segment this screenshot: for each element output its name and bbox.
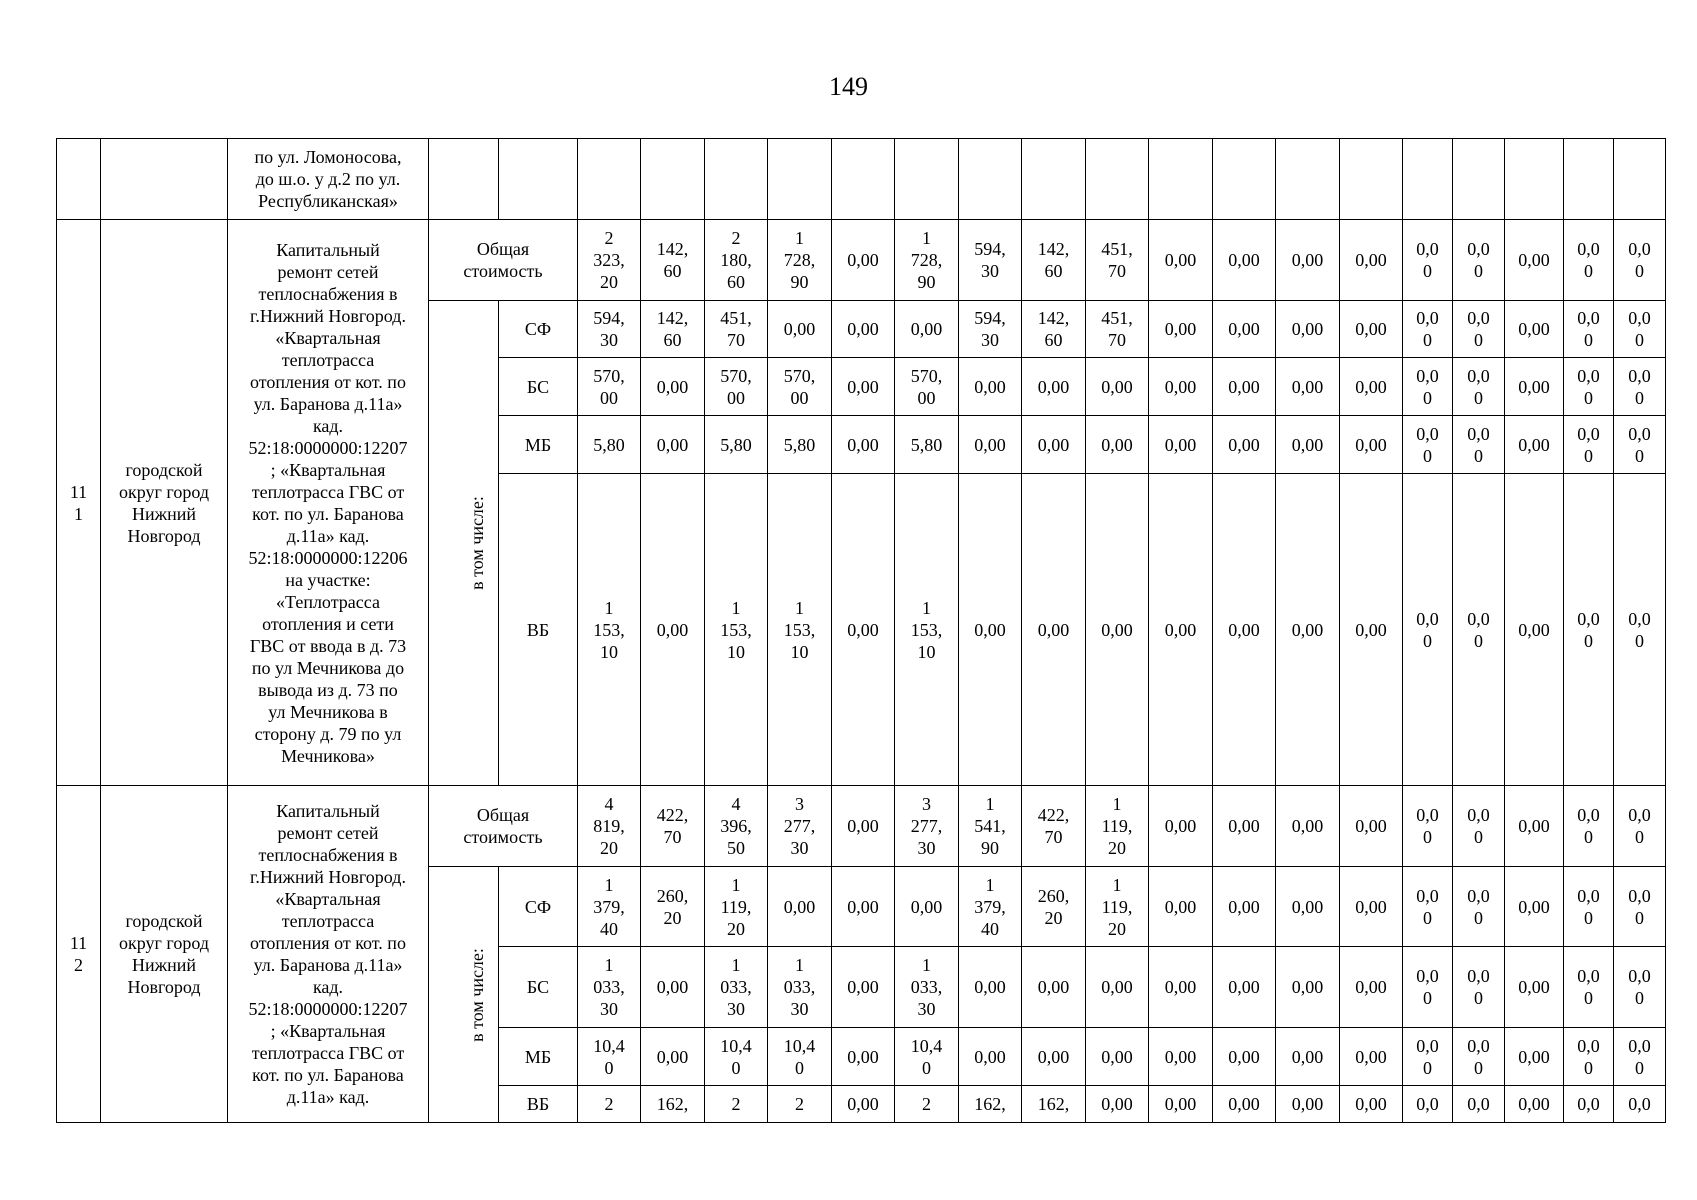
- value-cell: 594, 30: [959, 220, 1022, 301]
- value-cell: 0,00: [832, 416, 895, 474]
- value-cell: 0,00: [1022, 474, 1086, 786]
- value-cell: 0,00: [1086, 1086, 1149, 1123]
- value-cell: 0,00: [895, 301, 959, 358]
- value-cell: 0,0 0: [1453, 301, 1505, 358]
- value-cell: 0,0 0: [1453, 220, 1505, 301]
- value-cell: 0,00: [1086, 1028, 1149, 1086]
- value-cell: 10,4 0: [768, 1028, 832, 1086]
- table-row-total: [57, 220, 1666, 301]
- value-cell: [895, 139, 959, 220]
- municipality-cell: городской округ город Нижний Новгород: [101, 786, 228, 1123]
- value-cell: 0,00: [959, 358, 1022, 416]
- funding-source-sf-label: СФ: [499, 867, 578, 947]
- value-cell: 0,00: [1086, 358, 1149, 416]
- value-cell: 1 033, 30: [705, 947, 768, 1028]
- value-cell: 0,00: [641, 947, 705, 1028]
- value-cell: 142, 60: [641, 220, 705, 301]
- value-cell: 0,00: [1149, 786, 1213, 867]
- value-cell: 0,00: [1213, 474, 1276, 786]
- value-cell: 0,0 0: [1453, 867, 1505, 947]
- value-cell: 0,00: [1340, 301, 1403, 358]
- value-cell: 0,00: [641, 416, 705, 474]
- value-cell: 5,80: [578, 416, 641, 474]
- value-cell: 1 033, 30: [578, 947, 641, 1028]
- including-label-cell: [429, 301, 499, 786]
- value-cell: 0,0 0: [1453, 1028, 1505, 1086]
- value-cell: [1086, 139, 1149, 220]
- value-cell: 0,00: [1505, 1086, 1564, 1123]
- value-cell: 0,00: [1213, 947, 1276, 1028]
- value-cell: 570, 00: [578, 358, 641, 416]
- funding-source-mb-label: МБ: [499, 416, 578, 474]
- value-cell: 0,0 0: [1614, 301, 1666, 358]
- value-cell: 0,00: [1276, 474, 1340, 786]
- value-cell: 2: [895, 1086, 959, 1123]
- value-cell: 0,00: [1340, 416, 1403, 474]
- value-cell: 162,: [641, 1086, 705, 1123]
- value-cell: 0,00: [768, 301, 832, 358]
- value-cell: 0,00: [1149, 358, 1213, 416]
- funding-source-vb-label: ВБ: [499, 1086, 578, 1123]
- value-cell: 0,00: [1505, 867, 1564, 947]
- value-cell: 0,00: [1505, 358, 1564, 416]
- value-cell: 451, 70: [1086, 220, 1149, 301]
- value-cell: 0,00: [1022, 947, 1086, 1028]
- value-cell: 0,00: [768, 867, 832, 947]
- value-cell: 0,0 0: [1403, 416, 1453, 474]
- value-cell: 0,00: [1149, 474, 1213, 786]
- description-cell: Капитальный ремонт сетей теплоснабжения в г.Нижний Новгород. «Квартальная теплотрасса отопления от кот. по ул. Баранова д.11а» кад. 52:18:0000000:12207 ; «Квартальная теплотрасса ГВС от кот. по ул. Баранова д.11а» кад. 52:18:0000000:12206 на участке: «Теплотрасса отопления и сети ГВС от ввода в д. 73 по ул Мечникова до вывода из д. 73 по ул Мечникова в сторону д. 79 по ул Мечникова»: [228, 220, 429, 786]
- value-cell: 0,00: [832, 358, 895, 416]
- value-cell: 162,: [1022, 1086, 1086, 1123]
- total-cost-label: Общая стоимость: [429, 786, 578, 867]
- value-cell: 0,0: [1453, 1086, 1505, 1123]
- value-cell: 594, 30: [578, 301, 641, 358]
- value-cell: 0,00: [832, 474, 895, 786]
- value-cell: 1 153, 10: [768, 474, 832, 786]
- value-cell: [1614, 139, 1666, 220]
- value-cell: 0,00: [1276, 358, 1340, 416]
- value-cell: 0,00: [1213, 416, 1276, 474]
- value-cell: 0,00: [1340, 947, 1403, 1028]
- value-cell: 0,00: [1022, 358, 1086, 416]
- value-cell: 0,00: [1022, 416, 1086, 474]
- value-cell: 1 033, 30: [768, 947, 832, 1028]
- value-cell: 0,00: [832, 947, 895, 1028]
- value-cell: 142, 60: [1022, 301, 1086, 358]
- page-number: 149: [829, 72, 868, 101]
- value-cell: 1 379, 40: [578, 867, 641, 947]
- value-cell: [1340, 139, 1403, 220]
- value-cell: 2 180, 60: [705, 220, 768, 301]
- value-cell: 422, 70: [641, 786, 705, 867]
- value-cell: 2: [705, 1086, 768, 1123]
- value-cell: [1022, 139, 1086, 220]
- value-cell: [578, 139, 641, 220]
- value-cell: 10,4 0: [578, 1028, 641, 1086]
- value-cell: 0,00: [1276, 301, 1340, 358]
- value-cell: 0,00: [1505, 474, 1564, 786]
- value-cell: 0,00: [1276, 1086, 1340, 1123]
- value-cell: 0,00: [959, 1028, 1022, 1086]
- value-cell: 0,00: [1213, 220, 1276, 301]
- value-cell: 0,00: [1213, 867, 1276, 947]
- value-cell: 10,4 0: [705, 1028, 768, 1086]
- description-cell: по ул. Ломоносова, до ш.о. у д.2 по ул. Республиканская»: [228, 139, 429, 220]
- value-cell: 0,0 0: [1564, 786, 1614, 867]
- value-cell: 2 323, 20: [578, 220, 641, 301]
- label-cell: [499, 139, 578, 220]
- value-cell: 0,00: [1213, 786, 1276, 867]
- value-cell: 3 277, 30: [768, 786, 832, 867]
- description-cell: Капитальный ремонт сетей теплоснабжения в г.Нижний Новгород. «Квартальная теплотрасса отопления от кот. по ул. Баранова д.11а» кад. 52:18:0000000:12207 ; «Квартальная теплотрасса ГВС от кот. по ул. Баранова д.11а» кад.: [228, 786, 429, 1123]
- value-cell: 422, 70: [1022, 786, 1086, 867]
- value-cell: 0,0 0: [1453, 416, 1505, 474]
- including-label: в том числе:: [466, 496, 487, 590]
- value-cell: 0,0: [1403, 1086, 1453, 1123]
- value-cell: 0,0 0: [1564, 416, 1614, 474]
- value-cell: 0,0 0: [1453, 786, 1505, 867]
- value-cell: 0,00: [1505, 786, 1564, 867]
- value-cell: 0,0 0: [1564, 947, 1614, 1028]
- value-cell: [1505, 139, 1564, 220]
- value-cell: 594, 30: [959, 301, 1022, 358]
- value-cell: 0,0 0: [1564, 220, 1614, 301]
- value-cell: 0,00: [1213, 358, 1276, 416]
- value-cell: 1 119, 20: [705, 867, 768, 947]
- value-cell: [1564, 139, 1614, 220]
- row-number-cell: 11 2: [57, 786, 101, 1123]
- value-cell: 0,00: [1086, 474, 1149, 786]
- value-cell: 0,00: [832, 220, 895, 301]
- value-cell: [1213, 139, 1276, 220]
- including-label: в том числе:: [466, 947, 487, 1042]
- value-cell: 0,00: [1276, 1028, 1340, 1086]
- value-cell: 0,0: [1614, 1086, 1666, 1123]
- value-cell: 0,00: [895, 867, 959, 947]
- value-cell: 0,00: [1340, 786, 1403, 867]
- value-cell: 570, 00: [705, 358, 768, 416]
- value-cell: 0,00: [1340, 220, 1403, 301]
- value-cell: 0,00: [1149, 416, 1213, 474]
- value-cell: 0,0 0: [1614, 416, 1666, 474]
- value-cell: 0,00: [1276, 947, 1340, 1028]
- value-cell: 0,00: [641, 1028, 705, 1086]
- table-row-continuation: [57, 139, 1666, 220]
- municipality-cell: [101, 139, 228, 220]
- funding-source-mb-label: МБ: [499, 1028, 578, 1086]
- value-cell: 0,0 0: [1453, 947, 1505, 1028]
- value-cell: 0,00: [1505, 1028, 1564, 1086]
- value-cell: 0,0 0: [1564, 867, 1614, 947]
- value-cell: 0,00: [1149, 1028, 1213, 1086]
- value-cell: 0,0 0: [1614, 947, 1666, 1028]
- value-cell: 0,0 0: [1564, 1028, 1614, 1086]
- value-cell: 0,00: [1340, 474, 1403, 786]
- value-cell: 0,00: [1213, 301, 1276, 358]
- value-cell: 0,0 0: [1614, 474, 1666, 786]
- value-cell: 0,00: [1505, 947, 1564, 1028]
- value-cell: 5,80: [895, 416, 959, 474]
- value-cell: 0,00: [1340, 358, 1403, 416]
- value-cell: 0,0 0: [1403, 301, 1453, 358]
- value-cell: 0,00: [832, 1028, 895, 1086]
- value-cell: 162,: [959, 1086, 1022, 1123]
- value-cell: 0,00: [1340, 1028, 1403, 1086]
- value-cell: [641, 139, 705, 220]
- value-cell: 0,00: [1086, 947, 1149, 1028]
- value-cell: [832, 139, 895, 220]
- value-cell: 0,0 0: [1403, 786, 1453, 867]
- value-cell: 0,00: [832, 1086, 895, 1123]
- value-cell: 1 728, 90: [768, 220, 832, 301]
- value-cell: 1 153, 10: [578, 474, 641, 786]
- value-cell: 0,0 0: [1614, 786, 1666, 867]
- value-cell: [1276, 139, 1340, 220]
- value-cell: 3 277, 30: [895, 786, 959, 867]
- value-cell: 2: [578, 1086, 641, 1123]
- value-cell: 570, 00: [768, 358, 832, 416]
- municipality-cell: городской округ город Нижний Новгород: [101, 220, 228, 786]
- funding-source-bs-label: БС: [499, 947, 578, 1028]
- value-cell: 1 033, 30: [895, 947, 959, 1028]
- value-cell: 0,00: [1340, 1086, 1403, 1123]
- value-cell: 4 819, 20: [578, 786, 641, 867]
- value-cell: 0,00: [1149, 1086, 1213, 1123]
- value-cell: 0,0 0: [1614, 220, 1666, 301]
- value-cell: 0,00: [1149, 947, 1213, 1028]
- value-cell: 1 379, 40: [959, 867, 1022, 947]
- value-cell: 0,00: [1276, 220, 1340, 301]
- value-cell: 0,0 0: [1614, 358, 1666, 416]
- value-cell: 0,00: [641, 474, 705, 786]
- value-cell: 0,00: [959, 947, 1022, 1028]
- value-cell: 0,00: [1213, 1086, 1276, 1123]
- including-label-cell: [429, 867, 499, 1123]
- value-cell: [768, 139, 832, 220]
- value-cell: 0,0 0: [1403, 1028, 1453, 1086]
- funding-source-sf-label: СФ: [499, 301, 578, 358]
- value-cell: 0,0 0: [1564, 474, 1614, 786]
- value-cell: 1 541, 90: [959, 786, 1022, 867]
- row-number-cell: [57, 139, 101, 220]
- value-cell: 0,0 0: [1403, 358, 1453, 416]
- value-cell: 0,00: [1505, 301, 1564, 358]
- value-cell: 451, 70: [705, 301, 768, 358]
- value-cell: 0,0 0: [1403, 867, 1453, 947]
- value-cell: 0,00: [1149, 220, 1213, 301]
- value-cell: 0,0: [1564, 1086, 1614, 1123]
- label-cell: [429, 139, 499, 220]
- value-cell: 0,00: [641, 358, 705, 416]
- value-cell: [1149, 139, 1213, 220]
- value-cell: 1 728, 90: [895, 220, 959, 301]
- value-cell: 0,00: [1086, 416, 1149, 474]
- value-cell: [1453, 139, 1505, 220]
- value-cell: 0,00: [1022, 1028, 1086, 1086]
- value-cell: 0,0 0: [1614, 867, 1666, 947]
- value-cell: 0,00: [1276, 786, 1340, 867]
- value-cell: 0,00: [1505, 416, 1564, 474]
- value-cell: [705, 139, 768, 220]
- value-cell: 0,0 0: [1564, 301, 1614, 358]
- value-cell: 0,00: [832, 301, 895, 358]
- value-cell: 0,00: [1213, 1028, 1276, 1086]
- value-cell: 0,00: [1149, 867, 1213, 947]
- value-cell: 0,0 0: [1564, 358, 1614, 416]
- value-cell: [959, 139, 1022, 220]
- value-cell: 10,4 0: [895, 1028, 959, 1086]
- value-cell: 260, 20: [641, 867, 705, 947]
- value-cell: 0,00: [1340, 867, 1403, 947]
- value-cell: 0,00: [1276, 867, 1340, 947]
- row-number-cell: 11 1: [57, 220, 101, 786]
- value-cell: 1 119, 20: [1086, 786, 1149, 867]
- value-cell: 0,0 0: [1403, 947, 1453, 1028]
- value-cell: 0,00: [832, 786, 895, 867]
- value-cell: 4 396, 50: [705, 786, 768, 867]
- value-cell: 0,00: [1276, 416, 1340, 474]
- funding-source-bs-label: БС: [499, 358, 578, 416]
- value-cell: 0,00: [959, 474, 1022, 786]
- value-cell: 0,00: [959, 416, 1022, 474]
- budget-table: [56, 138, 1666, 1123]
- value-cell: [1403, 139, 1453, 220]
- value-cell: 260, 20: [1022, 867, 1086, 947]
- value-cell: 2: [768, 1086, 832, 1123]
- total-cost-label: Общая стоимость: [429, 220, 578, 301]
- table-row-total: [57, 786, 1666, 867]
- value-cell: 0,0 0: [1453, 358, 1505, 416]
- value-cell: 0,00: [1505, 220, 1564, 301]
- value-cell: 0,0 0: [1403, 474, 1453, 786]
- value-cell: 142, 60: [641, 301, 705, 358]
- value-cell: 451, 70: [1086, 301, 1149, 358]
- value-cell: 142, 60: [1022, 220, 1086, 301]
- value-cell: 0,0 0: [1453, 474, 1505, 786]
- value-cell: 0,0 0: [1614, 1028, 1666, 1086]
- value-cell: 1 119, 20: [1086, 867, 1149, 947]
- funding-source-vb-label: ВБ: [499, 474, 578, 786]
- value-cell: 0,00: [1149, 301, 1213, 358]
- value-cell: 5,80: [768, 416, 832, 474]
- value-cell: 1 153, 10: [895, 474, 959, 786]
- value-cell: 0,0 0: [1403, 220, 1453, 301]
- value-cell: 5,80: [705, 416, 768, 474]
- value-cell: 570, 00: [895, 358, 959, 416]
- value-cell: 1 153, 10: [705, 474, 768, 786]
- value-cell: 0,00: [832, 867, 895, 947]
